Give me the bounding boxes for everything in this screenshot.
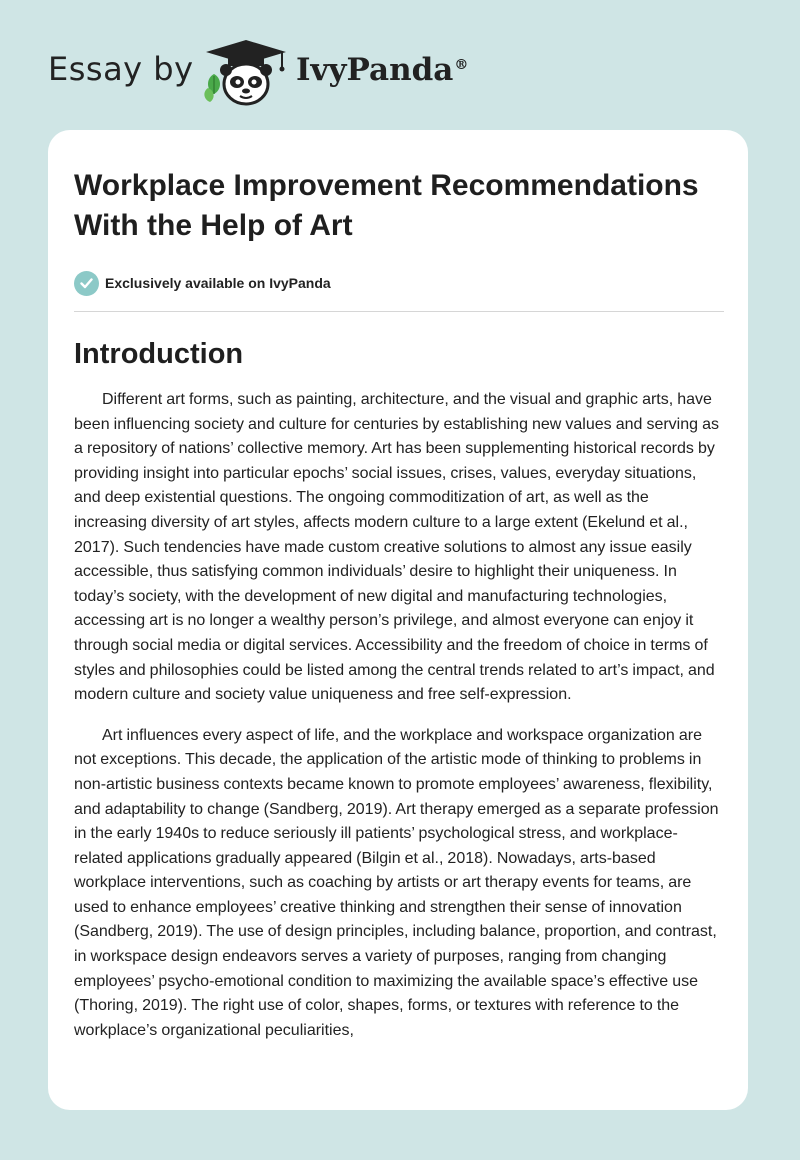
article-title: Workplace Improvement Recommendations With the Help of Art [74,169,699,242]
brand-name-text[interactable]: IvyPanda [296,52,454,88]
registered-mark: ® [454,56,469,73]
brand-name[interactable] [296,52,468,88]
article-card [48,130,748,1110]
exclusive-badge [74,270,724,296]
panda-logo-icon[interactable] [200,38,292,108]
check-icon [74,271,99,296]
site-header [0,0,800,120]
divider [74,311,724,312]
paragraph: Art influences every aspect of life, and the workplace and workspace organization are not exceptions. This decade, the application of the artistic mode of thinking to problems in non-artistic business contexts became known to promote employees’ awareness, flexibility, and adaptability to change (Sandberg, 2019). Art therapy emerged as a separate profession in the early 1940s to reduce seriously ill patients’ psychological stress, and workplace-related applications gradually appeared (Bilgin et al., 2018). Nowadays, arts-based workplace interventions, such as coaching by artists or art therapy events for teams, are used to enhance employees’ creative thinking and strengthen their sense of innovation (Sandberg, 2019). The use of design principles, including balance, proportion, and contrast, in workspace design endeavors serves a variety of purposes, ranging from changing employees’ psycho-emotional condition to maximizing the available space’s effective use (Thoring, 2019). The right use of color, shapes, forms, or textures with reference to the workplace’s organizational peculiarities, [74,726,719,1039]
exclusive-badge-label: Exclusively available on IvyPanda [105,275,331,291]
article-body [74,130,724,1043]
brand-prefix: Essay by [48,50,194,88]
paragraph: Different art forms, such as painting, architecture, and the visual and graphic arts, have been influencing society and culture for centuries by establishing new values and serving as a repository of nations’ collective memory. Art has been supplementing historical records by providing insight into particular epochs’ social issues, crises, values, everyday situations, and deep existential questions. The ongoing commoditization of art, as well as the increasing diversity of art styles, affects modern culture to a large extent (Ekelund et al., 2017). Such tendencies have made custom creative solutions to almost any issue easily accessible, thus satisfying common individuals’ desire to highlight their uniqueness. In today’s society, with the development of new digital and manufacturing technologies, accessing art is no longer a wealthy person’s privilege, and almost everyone can enjoy it through social media or digital services. Accessibility and the freedom of choice in terms of styles and philosophies could be listed among the central trends related to art’s impact, and modern culture and society value uniqueness and free self-expression. [74,391,719,704]
section-heading: Introduction [74,338,244,370]
